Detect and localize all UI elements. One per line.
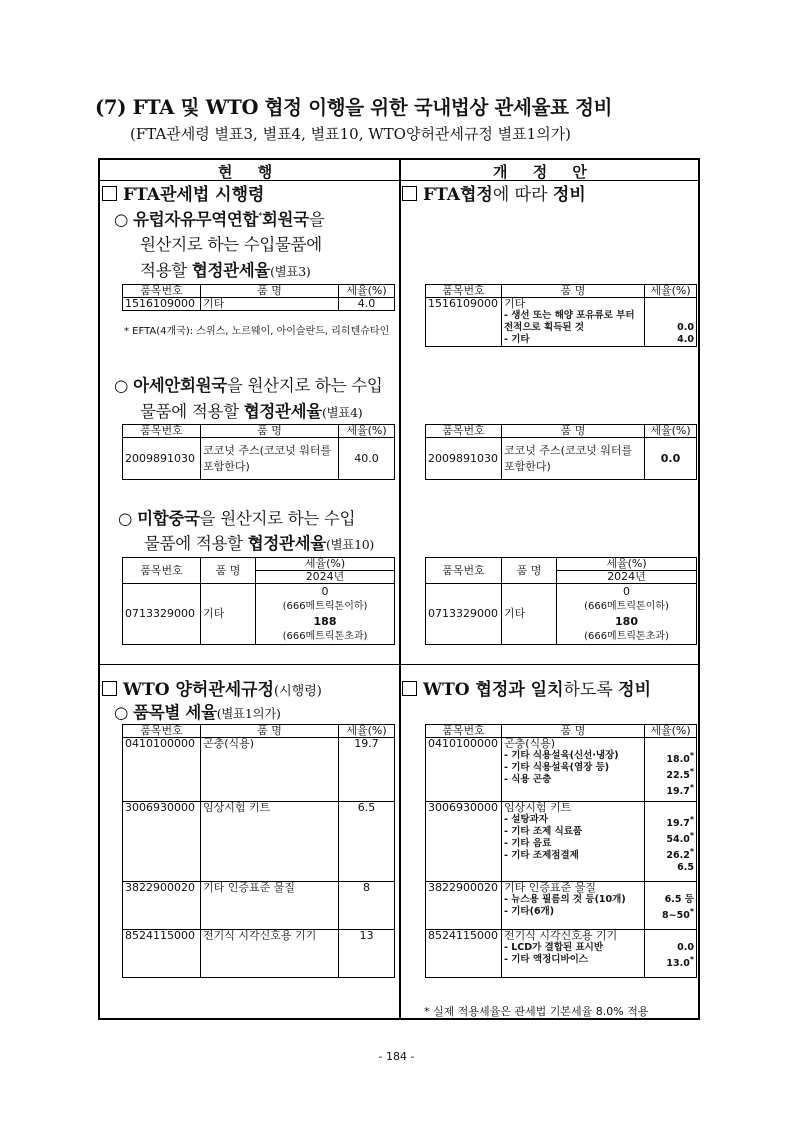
sub-item-label: - LCD가 결합된 표시반 (504, 942, 604, 953)
table-wto-current: 품목번호 품 명 세율(%) 0410100000 곤충(식용) 19.7 3006930000 임상시험 키트 6.5 3822900020 기타 인증표준 물질 8 8524115000 전기식 시각신호용 기기 13 (122, 724, 395, 978)
asterisk-mark: * (689, 767, 694, 777)
table-row: 8524115000 전기식 시각신호용 기기 13 (123, 930, 395, 978)
sub-item-label: - 뉴스용 필름의 것 등(10개) (504, 894, 626, 905)
table-row: 3822900020 기타 인증표준 물질 - 뉴스용 필름의 것 등(10개) - 기타(6개) 6.5 등 8~50* (426, 882, 697, 930)
sub-item-label: - 식용 곤충 (504, 774, 552, 785)
current-item-efta-line3: 적용할 협정관세율(별표3) (140, 261, 311, 280)
table-row: 0713329000 기타 0 (666메트릭톤이하) 180 (666메트릭톤초과) (426, 584, 697, 645)
table-row: 8524115000 전기식 시각신호용 기기 - LCD가 결합된 표시반 - 기타 액정디바이스 0.0 13.0* (426, 930, 697, 978)
table-row: 1516109000 기타 4.0 (123, 298, 395, 311)
section-divider (100, 664, 698, 665)
sub-item-label: - 기타 조제 식료품 (504, 826, 583, 837)
current-section-fta: FTA관세법 시행령 (102, 180, 264, 205)
table-row: 3822900020 기타 인증표준 물질 8 (123, 882, 395, 930)
sub-item-rate: 0.0 (677, 942, 694, 953)
rate-footnote: * 실제 적용세율은 관세법 기본세율 8.0% 적용 (424, 1005, 649, 1018)
column-header-proposed: 개 정 안 (493, 163, 597, 181)
sub-item-label: - 설탕과자 (504, 814, 548, 825)
current-item-us: ○ 미합중국을 원산지로 하는 수입 (118, 509, 356, 528)
checkbox-square-icon (102, 681, 117, 696)
table-row: 0410100000 곤충(식용) - 기타 식용설육(신선·냉장) - 기타 식용설육(염장 등) - 식용 곤충 18.0* 22.5* 19.7* (426, 738, 697, 802)
asterisk-mark: * (689, 815, 694, 824)
circle-bullet-icon: ○ (114, 703, 129, 722)
sub-item-rate: 54.0* (666, 831, 694, 846)
page-title: (7) FTA 및 WTO 협정 이행을 위한 국내법상 관세율표 정비 (95, 96, 613, 119)
table-asean-current: 품목번호 품 명 세율(%) 2009891030 코코넛 주스(코코넛 워터를 포함한다) 40.0 (122, 424, 395, 480)
sub-item-rate: 19.7* (666, 815, 694, 830)
sub-item-label: - 기타 식용설육(염장 등) (504, 762, 610, 773)
current-item-rates: ○ 품목별 세율(별표1의가) (114, 703, 281, 722)
current-item-efta-line2: 원산지로 하는 수입물품에 (140, 235, 322, 254)
sub-item-rate: 18.0* (666, 751, 694, 766)
asterisk-mark: * (689, 831, 694, 841)
sub-item-label: - 기타 액정디바이스 (504, 954, 588, 965)
sub-item-label: - 기타 식용설육(신선·냉장) (504, 750, 619, 761)
asterisk-mark: * (689, 847, 694, 857)
sub-item-rate: 22.5* (666, 767, 694, 782)
asterisk-mark: * (689, 955, 694, 964)
sub-item-label: - 기타(6개) (504, 906, 555, 917)
efta-footnote: * EFTA(4개국): 스위스, 노르웨이, 아이슬란드, 리히텐슈타인 (124, 326, 390, 337)
checkbox-square-icon (102, 186, 117, 201)
header-code: 품목번호 (123, 285, 201, 298)
table-us-proposed: 품목번호 품 명 세율(%) 2024년 0713329000 기타 0 (666메트릭톤이하) 180 (666메트릭톤초과) (425, 557, 697, 645)
asterisk-mark: * (689, 907, 694, 916)
table-row: 0410100000 곤충(식용) 19.7 (123, 738, 395, 802)
current-item-asean-line2: 물품에 적용할 협정관세율(별표4) (140, 402, 363, 421)
sub-item-label: - 기타 조제점결제 (504, 850, 579, 861)
column-header-current: 현 행 (218, 163, 283, 181)
table-wto-proposed: 품목번호 품 명 세율(%) 0410100000 곤충(식용) - 기타 식용설육(신선·냉장) - 기타 식용설육(염장 등) - 식용 곤충 18.0* 22.5* 19.7* 3006930000 임상시험 키트 - 설탕과자 - 기타 조제 식료품 - 기타 음료 - 기타 조제점결제 19.7* 54.0* 26.2* 6.5 3822900020 기타 인증표준 물질 - 뉴스용 필름의 것 등(10개) - 기타(6개) 6.5 등 8~50* 8524115000 전기식 시각신호용 기기 - LCD가 결합된 표시반 - 기타 액정디바이스 0.0 13.0* (425, 724, 697, 978)
current-section-wto: WTO 양허관세규정(시행령) (102, 675, 322, 700)
page-subtitle: (FTA관세령 별표3, 별표4, 별표10, WTO양허관세규정 별표1의가) (130, 125, 572, 143)
sub-item-rate: 6.5 등 (664, 894, 694, 905)
table-row: 1516109000 기타 (426, 298, 697, 311)
table-row: 2009891030 코코넛 주스(코코넛 워터를 포함한다) 40.0 (123, 438, 395, 480)
circle-bullet-icon: ○ (114, 376, 129, 395)
header-name: 품 명 (201, 285, 339, 298)
current-item-asean: ○ 아세안회원국을 원산지로 하는 수입 (114, 376, 383, 395)
current-item-us-line2: 물품에 적용할 협정관세율(별표10) (144, 534, 374, 553)
table-row: 2009891030 코코넛 주스(코코넛 워터를 포함한다) 0.0 (426, 438, 697, 480)
table-asean-proposed: 품목번호 품 명 세율(%) 2009891030 코코넛 주스(코코넛 워터를 포함한다) 0.0 (425, 424, 697, 480)
table-row: - 생선 또는 해양 포유류로 부터 전적으로 획득된 것 0.0 (426, 310, 697, 334)
table-efta-current (122, 284, 395, 311)
sub-item-label: - 기타 음료 (504, 838, 552, 849)
sub-item-rate: 8~50* (662, 907, 694, 922)
checkbox-square-icon (402, 681, 417, 696)
table-us-current: 품목번호 품 명 세율(%) 2024년 0713329000 기타 0 (666메트릭톤이하) 188 (666메트릭톤초과) (122, 557, 395, 645)
sub-item-rate: 6.5 (677, 862, 694, 874)
table-row: - 기타 4.0 (426, 334, 697, 347)
table-row: 3006930000 임상시험 키트 6.5 (123, 802, 395, 882)
table-row: 0713329000 기타 0 (666메트릭톤이하) 188 (666메트릭톤초과) (123, 584, 395, 645)
page-number: - 184 - (378, 1050, 415, 1063)
proposed-section-wto: WTO 협정과 일치하도록 정비 (402, 675, 651, 700)
header-rate: 세율(%) (339, 285, 395, 298)
sub-item-rate: 13.0* (666, 955, 694, 970)
sub-item-rate: 26.2* (666, 847, 694, 862)
asterisk-mark: * (689, 783, 694, 793)
circle-bullet-icon: ○ (118, 509, 133, 528)
current-item-efta: ○ 유럽자유무역연합*회원국을 (114, 210, 325, 229)
table-efta-proposed: 품목번호 품 명 세율(%) 1516109000 기타 - 생선 또는 해양 포유류로 부터 전적으로 획득된 것 0.0 - 기타 4.0 (425, 284, 697, 347)
proposed-section-fta: FTA협정에 따라 정비 (402, 180, 586, 205)
asterisk-mark: * (689, 751, 694, 760)
table-row: 3006930000 임상시험 키트 - 설탕과자 - 기타 조제 식료품 - 기타 음료 - 기타 조제점결제 19.7* 54.0* 26.2* 6.5 (426, 802, 697, 882)
checkbox-square-icon (402, 186, 417, 201)
sub-item-rate: 19.7* (666, 783, 694, 798)
column-divider (399, 160, 401, 1018)
circle-bullet-icon: ○ (114, 210, 129, 229)
